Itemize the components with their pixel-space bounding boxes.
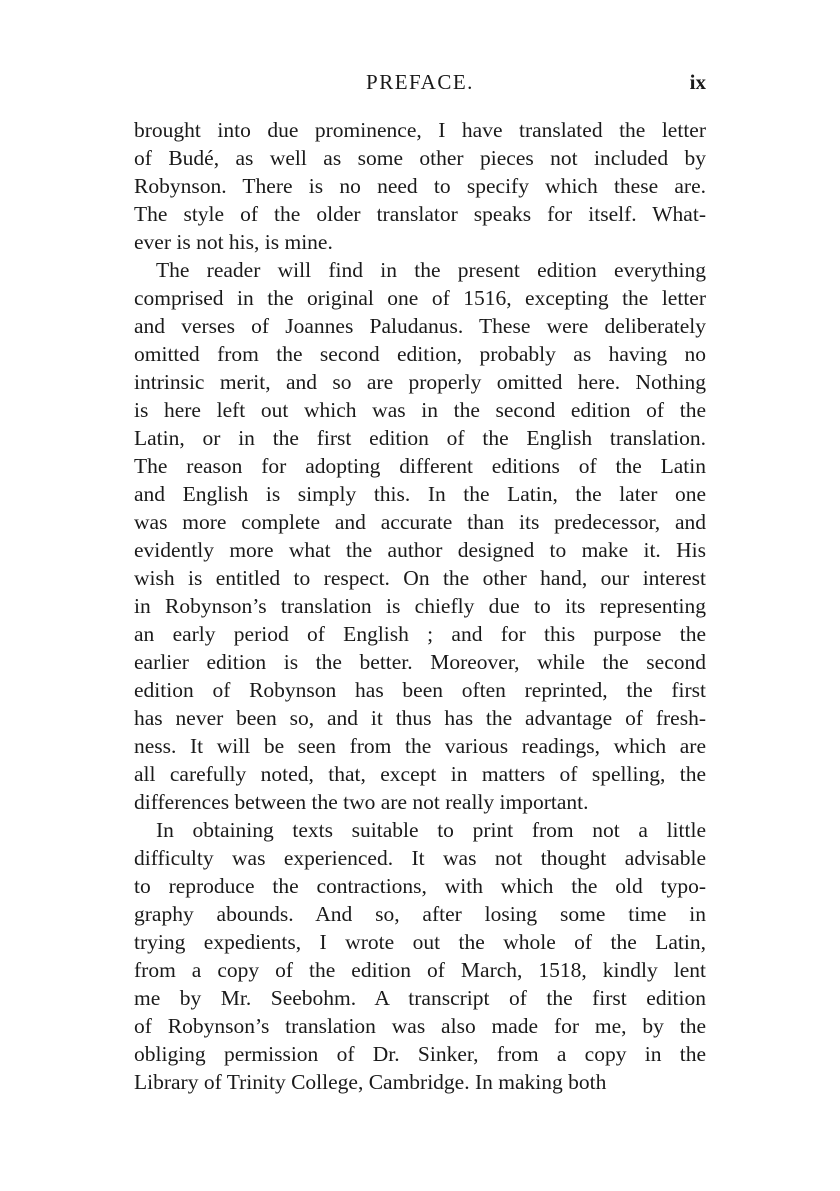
- paragraph: [134, 116, 706, 256]
- text-line: all carefully noted, that, except in matters of spelling, the: [134, 762, 706, 786]
- running-title: PREFACE.: [366, 70, 474, 94]
- text-line: to reproduce the contractions, with which the old typo-: [134, 874, 706, 898]
- text-line: of Robynson’s translation was also made for me, by the: [134, 1014, 706, 1038]
- text-line: has never been so, and it thus has the advantage of fresh-: [134, 706, 706, 730]
- text-line: me by Mr. Seebohm. A transcript of the first edition: [134, 986, 706, 1010]
- paragraph: [134, 256, 706, 816]
- text-line: an early period of English ; and for this purpose the: [134, 622, 706, 646]
- page-number: ix: [689, 70, 706, 94]
- text-line: The reason for adopting different editions of the Latin: [134, 454, 706, 478]
- text-line: ness. It will be seen from the various readings, which are: [134, 734, 706, 758]
- text-line: The style of the older translator speaks for itself. What-: [134, 202, 706, 226]
- text-line: Robynson. There is no need to specify which these are.: [134, 174, 706, 198]
- paragraph: [134, 816, 706, 1096]
- text-line: graphy abounds. And so, after losing some time in: [134, 902, 706, 926]
- text-line: and verses of Joannes Paludanus. These were deliberately: [134, 314, 706, 338]
- text-line: trying expedients, I wrote out the whole of the Latin,: [134, 930, 706, 954]
- text-line: Library of Trinity College, Cambridge. In making both: [134, 1070, 607, 1094]
- text-line: and English is simply this. In the Latin, the later one: [134, 482, 706, 506]
- running-head: [134, 70, 706, 100]
- text-line: edition of Robynson has been often reprinted, the first: [134, 678, 706, 702]
- text-line: of Budé, as well as some other pieces not included by: [134, 146, 706, 170]
- text-line: ever is not his, is mine.: [134, 230, 333, 254]
- text-line: in Robynson’s translation is chiefly due to its representing: [134, 594, 706, 618]
- text-line: earlier edition is the better. Moreover, while the second: [134, 650, 706, 674]
- text-line: from a copy of the edition of March, 1518, kindly lent: [134, 958, 706, 982]
- text-line: intrinsic merit, and so are properly omitted here. Nothing: [134, 370, 706, 394]
- text-line: The reader will find in the present edition everything: [156, 258, 706, 282]
- text-line: comprised in the original one of 1516, excepting the letter: [134, 286, 706, 310]
- text-line: is here left out which was in the second edition of the: [134, 398, 706, 422]
- text-line: omitted from the second edition, probably as having no: [134, 342, 706, 366]
- text-line: brought into due prominence, I have translated the letter: [134, 118, 706, 142]
- text-line: evidently more what the author designed to make it. His: [134, 538, 706, 562]
- text-line: obliging permission of Dr. Sinker, from a copy in the: [134, 1042, 706, 1066]
- text-line: was more complete and accurate than its predecessor, and: [134, 510, 706, 534]
- text-line: Latin, or in the first edition of the English translation.: [134, 426, 706, 450]
- text-line: differences between the two are not really important.: [134, 790, 589, 814]
- body-text: [134, 116, 706, 1096]
- text-line: difficulty was experienced. It was not thought advisable: [134, 846, 706, 870]
- text-line: wish is entitled to respect. On the other hand, our interest: [134, 566, 706, 590]
- text-line: In obtaining texts suitable to print from not a little: [156, 818, 706, 842]
